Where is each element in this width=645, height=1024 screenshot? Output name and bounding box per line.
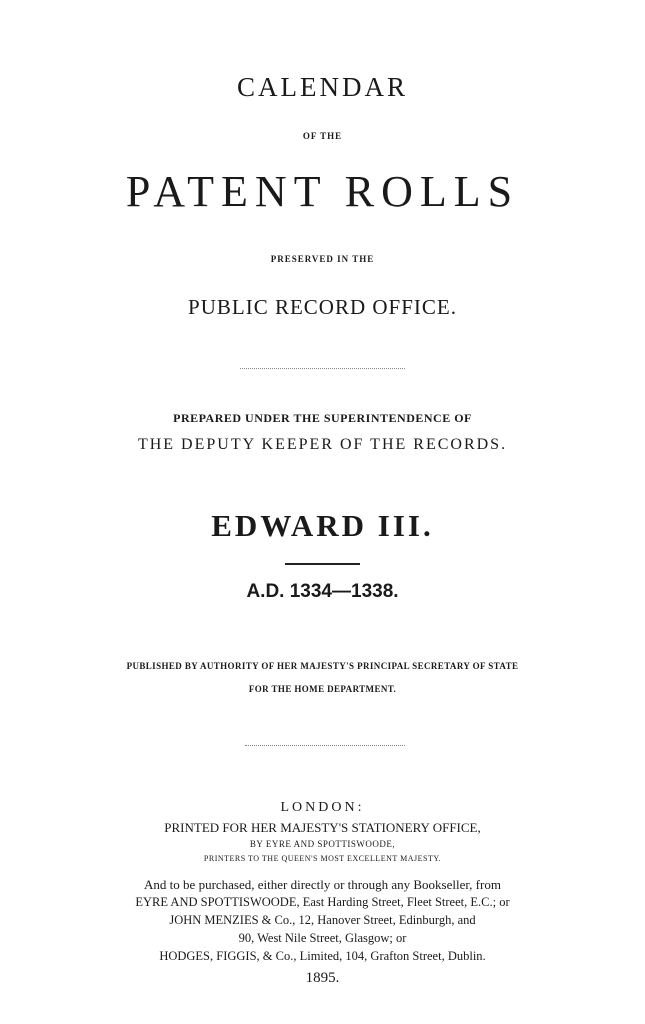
imprint-seller-2: JOHN MENZIES & Co., 12, Hanover Street, Edinburgh, and	[169, 913, 476, 927]
imprint-seller-4: HODGES, FIGGIS, & Co., Limited, 104, Grafton Street, Dublin.	[159, 949, 486, 963]
title-calendar: CALENDAR	[237, 72, 408, 102]
dotted-divider-2	[245, 745, 405, 746]
prepared-under-line: PREPARED UNDER THE SUPERINTENDENCE OF	[173, 411, 472, 425]
imprint-seller-1: EYRE AND SPOTTISWOODE, East Harding Street, Fleet Street, E.C.; or	[135, 895, 510, 909]
imprint-purchase-line: And to be purchased, either directly or through any Bookseller, from	[144, 877, 501, 892]
imprint-seller-3: 90, West Nile Street, Glasgow; or	[238, 931, 407, 945]
dotted-divider	[240, 368, 405, 369]
imprint-by: BY EYRE AND SPOTTISWOODE,	[249, 839, 396, 849]
office-name: PUBLIC RECORD OFFICE.	[188, 295, 457, 319]
imprint-printers: PRINTERS TO THE QUEEN'S MOST EXCELLENT MAJESTY.	[203, 854, 442, 863]
date-range: A.D. 1334—1338.	[246, 581, 399, 602]
title-patent-rolls: PATENT ROLLS	[125, 167, 520, 216]
authority-line-1: PUBLISHED BY AUTHORITY OF HER MAJESTY'S PRINCIPAL SECRETARY OF STATE	[126, 661, 519, 671]
imprint-year: 1895.	[305, 970, 340, 986]
of-the-label: OF THE	[302, 131, 343, 141]
imprint-city: LONDON:	[280, 800, 365, 815]
imprint-printed-for: PRINTED FOR HER MAJESTY'S STATIONERY OFFICE,	[164, 820, 481, 835]
short-rule	[285, 563, 360, 565]
authority-line-2: FOR THE HOME DEPARTMENT.	[248, 684, 397, 694]
preserved-in-the-label: PRESERVED IN THE	[270, 254, 375, 264]
deputy-keeper-line: THE DEPUTY KEEPER OF THE RECORDS.	[137, 436, 508, 453]
reign-title: EDWARD III.	[211, 508, 434, 543]
